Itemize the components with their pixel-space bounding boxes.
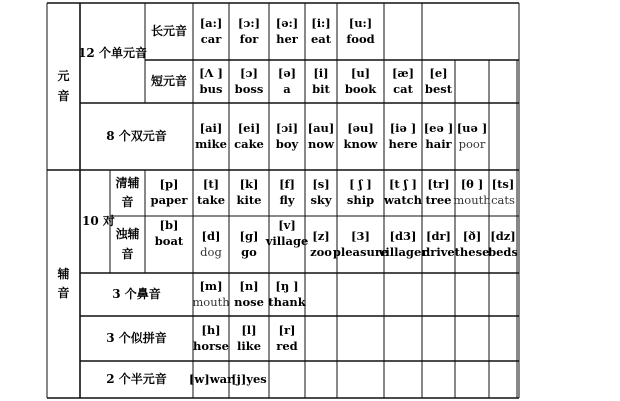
voiced-consonant-cell [145, 216, 193, 273]
voiced-consonant-cell [265, 216, 309, 273]
voiceless-consonant-ipa: [p] [159, 177, 179, 192]
voiceless-consonant-example-word: watch [383, 193, 423, 207]
voiced-consonant-example-word: these [454, 244, 490, 259]
voiced-consonant-cell [422, 216, 455, 273]
short-vowel-example-word: bit [312, 81, 330, 96]
long-vowel-ipa: [i:] [311, 15, 331, 30]
consonant-header-text-0: 辅 [57, 266, 70, 281]
voiceless-consonant-example-word: mouth [453, 193, 491, 207]
short-vowel-example-word: boss [234, 81, 264, 96]
voiceless-consonant-example-word: kite [236, 193, 262, 207]
diphthong-ipa: [ɔi] [275, 120, 299, 135]
voiced-consonant-example-word: beds [488, 244, 518, 259]
short-vowel-cell [384, 60, 422, 103]
short-vowel-ipa: [ə] [277, 65, 297, 80]
long-vowel-cell [229, 3, 269, 60]
monophthong-group-header [80, 3, 145, 103]
consonant-header [47, 170, 80, 398]
long-vowel-example-word: for [239, 31, 259, 46]
voiced-consonant-ipa: [g] [239, 228, 259, 243]
long-vowel-cell [193, 3, 229, 60]
diphthong-example-word: mike [195, 136, 227, 151]
approximant-header [80, 316, 193, 361]
long-vowel-header-text: 长元音 [150, 24, 187, 39]
short-vowel-example-word: bus [199, 81, 223, 96]
approximant-example-word: like [236, 338, 262, 353]
voiced-header [110, 216, 145, 273]
voiceless-consonant-cell [384, 170, 422, 216]
voiceless-consonant-cell [422, 170, 455, 216]
voiceless-consonant-example-word: take [196, 193, 226, 207]
long-vowel-header [145, 3, 193, 60]
diphthong-cell [384, 103, 422, 170]
approximant-example-word: red [276, 338, 298, 353]
nasal-cell [269, 273, 305, 316]
long-vowel-ipa: [u:] [348, 15, 373, 30]
long-vowel-example-word: car [200, 31, 222, 46]
voiced-consonant-ipa: [dz] [490, 228, 516, 243]
voiceless-consonant-example-word: tree [425, 193, 452, 207]
short-vowel-ipa: [Λ ] [199, 65, 223, 80]
voiceless-consonant-ipa: [s] [312, 177, 330, 192]
voiced-consonant-example-word: drive [422, 244, 455, 259]
diphthong-ipa: [uə ] [456, 120, 488, 135]
nasal-ipa: [ŋ ] [275, 278, 299, 293]
voiceless-consonant-cell [269, 170, 305, 216]
approximant-cell [229, 316, 269, 361]
voiced-consonant-cell [489, 216, 517, 273]
long-vowel-cell [337, 3, 384, 60]
nasal-example-word: mouth [192, 294, 230, 309]
nasal-example-word: nose [234, 294, 264, 309]
voiceless-consonant-example-word: paper [150, 193, 188, 207]
voiced-consonant-ipa: [b] [159, 218, 179, 232]
voiced-consonant-example-word: village [265, 233, 309, 248]
short-vowel-example-word: a [283, 81, 291, 96]
voiced-consonant-ipa: [d3] [389, 228, 417, 243]
voiceless-consonant-cell [145, 170, 193, 216]
long-vowel-cell [269, 3, 305, 60]
diphthong-cell [455, 103, 489, 170]
short-vowel-ipa: [u] [350, 65, 371, 80]
approximant-header-text: 3 个似拼音 [106, 331, 167, 346]
voiced-consonant-example-word: zoo [310, 244, 332, 259]
long-vowel-example-word: food [346, 31, 375, 46]
voiced-consonant-example-word: villager [378, 244, 428, 259]
diphthong-ipa: [au] [307, 120, 335, 135]
short-vowel-header [145, 60, 193, 103]
consonant-header-text-1: 音 [57, 286, 70, 300]
diphthong-cell [193, 103, 229, 170]
nasal-example-word: thank [268, 294, 306, 309]
voiceless-consonant-ipa: [t ʃ ] [388, 177, 417, 192]
monophthong-group-header-text: 12 个单元音 [78, 45, 147, 60]
long-vowel-ipa: [ə:] [275, 15, 299, 30]
diphthong-cell [305, 103, 337, 170]
voiceless-header-text-0: 清辅 [115, 175, 140, 190]
short-vowel-example-word: cat [393, 81, 413, 96]
voiceless-consonant-ipa: [f] [279, 177, 295, 192]
short-vowel-header-text: 短元音 [150, 74, 187, 89]
diphthong-header-text: 8 个双元音 [106, 129, 167, 144]
nasal-cell [193, 273, 229, 316]
nasal-header-text: 3 个鼻音 [112, 287, 161, 302]
short-vowel-cell [269, 60, 305, 103]
voiceless-consonant-cell [305, 170, 337, 216]
diphthong-ipa: [ai] [199, 120, 223, 135]
voiceless-header [110, 170, 145, 216]
voiceless-consonant-cell [229, 170, 269, 216]
voiceless-consonant-example-word: cats [491, 193, 515, 207]
nasal-ipa: [m] [199, 278, 223, 293]
short-vowel-example-word: best [424, 81, 453, 96]
voiceless-consonant-ipa: [tr] [427, 177, 450, 192]
approximant-ipa: [l] [241, 322, 257, 337]
approximant-ipa: [h] [201, 322, 221, 337]
diphthong-ipa: [əu] [347, 120, 374, 135]
voiced-consonant-ipa: [v] [278, 218, 296, 232]
semivowel-entry: [j]yes [231, 371, 267, 386]
semivowel-cell [188, 361, 234, 398]
voiced-consonant-ipa: [ð] [462, 228, 482, 243]
voiced-header-text-0: 浊辅 [115, 227, 140, 242]
diphthong-ipa: [ei] [237, 120, 261, 135]
voiced-consonant-cell [332, 216, 389, 273]
voiceless-consonant-cell [489, 170, 517, 216]
diphthong-example-word: here [388, 136, 418, 151]
short-vowel-cell [337, 60, 384, 103]
approximant-cell [269, 316, 305, 361]
voiceless-consonant-ipa: [ts] [491, 177, 515, 192]
vowel-header-text-1: 音 [57, 88, 70, 103]
voiced-consonant-cell [455, 216, 489, 273]
diphthong-ipa: [eə ] [423, 120, 454, 135]
short-vowel-cell [193, 60, 229, 103]
voiced-consonant-ipa: [3] [351, 228, 370, 243]
voiceless-consonant-ipa: [θ ] [460, 177, 484, 192]
voiceless-consonant-ipa: [ ʃ ] [349, 177, 372, 192]
vowel-header [47, 3, 80, 170]
long-vowel-cell [305, 3, 337, 60]
voiced-header-text-1: 音 [121, 246, 134, 261]
long-vowel-example-word: her [276, 31, 298, 46]
voiced-consonant-cell [193, 216, 229, 273]
diphthong-ipa: [iə ] [389, 120, 417, 135]
short-vowel-cell [422, 60, 455, 103]
short-vowel-ipa: [e] [429, 65, 448, 80]
diphthong-example-word: now [308, 136, 334, 151]
voiced-consonant-example-word: pleasure [332, 244, 389, 259]
voiced-consonant-example-word: go [241, 244, 257, 259]
approximant-ipa: [r] [278, 322, 296, 337]
short-vowel-example-word: book [344, 81, 377, 96]
vowel-header-text-0: 元 [57, 69, 70, 84]
voiceless-consonant-ipa: [k] [239, 177, 259, 192]
diphthong-cell [229, 103, 269, 170]
voiced-consonant-cell [229, 216, 269, 273]
diphthong-example-word: boy [275, 136, 299, 151]
semivowel-header-text: 2 个半元音 [106, 372, 167, 387]
voiced-consonant-example-word: dog [200, 244, 222, 259]
diphthong-example-word: hair [425, 136, 452, 151]
diphthong-example-word: cake [234, 136, 264, 151]
voiced-consonant-example-word: boat [154, 233, 184, 248]
nasal-cell [229, 273, 269, 316]
voiced-consonant-cell [378, 216, 428, 273]
semivowel-header [80, 361, 193, 398]
semivowel-entry: [w]war [188, 371, 234, 386]
long-vowel-ipa: [a:] [199, 15, 223, 30]
voiceless-header-text-1: 音 [121, 195, 134, 209]
voiced-consonant-ipa: [d] [201, 228, 221, 243]
long-vowel-example-word: eat [310, 31, 332, 46]
voiceless-consonant-ipa: [t] [202, 177, 220, 192]
nasal-ipa: [n] [239, 278, 259, 293]
nasal-header [80, 273, 193, 316]
diphthong-cell [337, 103, 384, 170]
pairs-header-text: 10 对 [82, 214, 115, 229]
voiceless-consonant-example-word: ship [346, 193, 375, 207]
short-vowel-ipa: [i] [313, 65, 329, 80]
long-vowel-ipa: [ɔ:] [237, 15, 261, 30]
voiceless-consonant-example-word: sky [310, 193, 332, 207]
approximant-example-word: horse [193, 338, 229, 353]
voiceless-consonant-example-word: fly [279, 193, 295, 207]
voiceless-consonant-cell [455, 170, 489, 216]
diphthong-example-word: know [343, 136, 378, 151]
diphthong-header [80, 103, 193, 170]
voiced-consonant-ipa: [dr] [426, 228, 451, 243]
short-vowel-cell [229, 60, 269, 103]
short-vowel-cell [305, 60, 337, 103]
diphthong-cell [269, 103, 305, 170]
approximant-cell [193, 316, 229, 361]
voiced-consonant-ipa: [z] [312, 228, 330, 243]
semivowel-cell [229, 361, 269, 398]
short-vowel-ipa: [ɔ] [240, 65, 258, 80]
diphthong-example-word: poor [458, 136, 486, 151]
short-vowel-ipa: [æ] [391, 65, 415, 80]
diphthong-cell [422, 103, 455, 170]
voiceless-consonant-cell [193, 170, 229, 216]
voiceless-consonant-cell [337, 170, 384, 216]
pairs-header [80, 170, 115, 273]
